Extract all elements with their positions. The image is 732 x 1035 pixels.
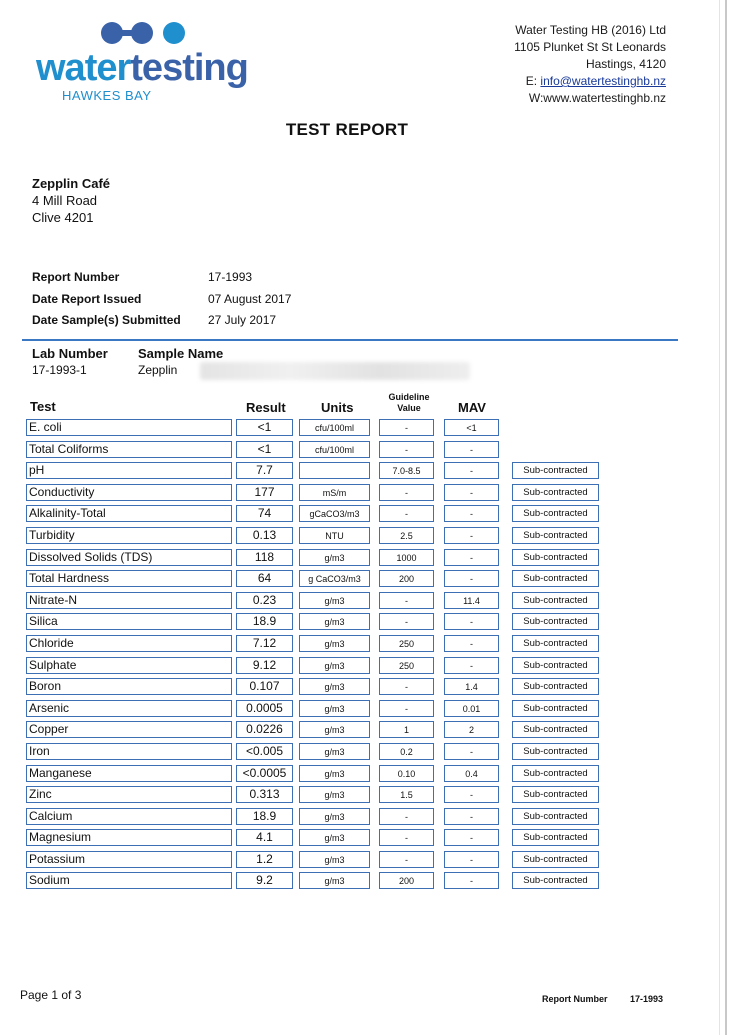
company-logo — [36, 16, 248, 106]
page-edge-inner — [719, 0, 720, 1035]
email-link[interactable]: info@watertestinghb.nz — [540, 74, 666, 88]
cell-units: g/m3 — [299, 872, 370, 889]
cell-guideline: - — [379, 613, 434, 630]
page-number: Page 1 of 3 — [20, 988, 82, 1002]
cell-guideline: - — [379, 851, 434, 868]
cell-note: Sub-contracted — [512, 505, 599, 522]
meta-row — [32, 268, 612, 290]
cell-result: 118 — [236, 549, 293, 566]
table-row — [26, 440, 606, 462]
cell-result: 9.12 — [236, 657, 293, 674]
client-name: Zepplin Café — [32, 176, 111, 191]
table-row — [26, 850, 606, 872]
table-row — [26, 483, 606, 505]
cell-mav: - — [444, 635, 499, 652]
cell-test: Total Hardness — [26, 570, 232, 587]
table-row — [26, 720, 606, 742]
report-meta — [32, 268, 612, 333]
sample-name-label: Sample Name — [138, 346, 224, 361]
cell-note: Sub-contracted — [512, 765, 599, 782]
cell-test: Sodium — [26, 872, 232, 889]
header-units: Units — [321, 400, 354, 415]
logo-drop-link — [119, 30, 135, 36]
header-result: Result — [246, 400, 286, 415]
cell-note: Sub-contracted — [512, 613, 599, 630]
cell-note: Sub-contracted — [512, 786, 599, 803]
cell-test: Boron — [26, 678, 232, 695]
cell-mav: - — [444, 851, 499, 868]
sample-name-value: Zepplin — [138, 363, 178, 377]
logo-subtitle: HAWKES BAY — [62, 88, 152, 103]
cell-result: 0.0005 — [236, 700, 293, 717]
cell-test: Nitrate-N — [26, 592, 232, 609]
table-header — [0, 392, 700, 418]
cell-result: 0.107 — [236, 678, 293, 695]
cell-guideline: 1.5 — [379, 786, 434, 803]
meta-row — [32, 290, 612, 312]
cell-guideline: - — [379, 700, 434, 717]
cell-guideline: - — [379, 505, 434, 522]
page-title: TEST REPORT — [285, 120, 409, 139]
company-address-line2: Hastings, 4120 — [585, 57, 666, 71]
cell-note: Sub-contracted — [512, 635, 599, 652]
cell-guideline: - — [379, 829, 434, 846]
page-edge — [725, 0, 727, 1035]
cell-guideline: 7.0-8.5 — [379, 462, 434, 479]
cell-result: <0.0005 — [236, 765, 293, 782]
cell-guideline: 1000 — [379, 549, 434, 566]
cell-mav: - — [444, 657, 499, 674]
cell-result: 0.13 — [236, 527, 293, 544]
cell-mav: 11.4 — [444, 592, 499, 609]
cell-guideline: - — [379, 419, 434, 436]
logo-word-testing: testing — [130, 47, 248, 89]
cell-units: gCaCO3/m3 — [299, 505, 370, 522]
cell-test: Potassium — [26, 851, 232, 868]
table-row — [26, 828, 606, 850]
logo-drops-icon — [101, 22, 211, 48]
cell-units: g/m3 — [299, 657, 370, 674]
table-row — [26, 569, 606, 591]
cell-test: Alkalinity-Total — [26, 505, 232, 522]
company-details — [514, 22, 666, 107]
meta-label: Date Report Issued — [32, 291, 142, 306]
cell-result: 18.9 — [236, 613, 293, 630]
meta-label: Report Number — [32, 270, 120, 284]
cell-note: Sub-contracted — [512, 570, 599, 587]
cell-note: Sub-contracted — [512, 527, 599, 544]
cell-test: Dissolved Solids (TDS) — [26, 549, 232, 566]
cell-note: Sub-contracted — [512, 829, 599, 846]
logo-wordmark — [36, 48, 248, 88]
cell-test: Manganese — [26, 765, 232, 782]
cell-result: 64 — [236, 570, 293, 587]
cell-note: Sub-contracted — [512, 657, 599, 674]
cell-test: Conductivity — [26, 484, 232, 501]
footer-report-value: 17-1993 — [630, 994, 664, 1004]
cell-result: 18.9 — [236, 808, 293, 825]
cell-mav: - — [444, 743, 499, 760]
cell-result: 0.0226 — [236, 721, 293, 738]
table-row — [26, 785, 606, 807]
cell-test: pH — [26, 462, 232, 479]
cell-note: Sub-contracted — [512, 678, 599, 695]
table-row — [26, 677, 606, 699]
table-row — [26, 526, 606, 548]
cell-test: Arsenic — [26, 700, 232, 717]
cell-mav: - — [444, 570, 499, 587]
cell-mav: - — [444, 808, 499, 825]
cell-mav: - — [444, 505, 499, 522]
cell-units: g/m3 — [299, 678, 370, 695]
cell-mav: - — [444, 462, 499, 479]
cell-units: NTU — [299, 527, 370, 544]
cell-note: Sub-contracted — [512, 743, 599, 760]
cell-note: Sub-contracted — [512, 549, 599, 566]
cell-guideline: 0.2 — [379, 743, 434, 760]
cell-guideline: 0.10 — [379, 765, 434, 782]
table-row — [26, 634, 606, 656]
table-row — [26, 807, 606, 829]
cell-mav: 0.4 — [444, 765, 499, 782]
cell-mav: <1 — [444, 419, 499, 436]
cell-mav: - — [444, 872, 499, 889]
cell-result: 7.7 — [236, 462, 293, 479]
table-row — [26, 461, 606, 483]
company-name: Water Testing HB (2016) Ltd — [515, 23, 666, 37]
cell-note: Sub-contracted — [512, 808, 599, 825]
results-table — [26, 418, 606, 893]
cell-guideline: 250 — [379, 635, 434, 652]
table-row — [26, 418, 606, 440]
cell-test: Chloride — [26, 635, 232, 652]
table-row — [26, 656, 606, 678]
cell-guideline: 200 — [379, 570, 434, 587]
cell-units: cfu/100ml — [299, 419, 370, 436]
cell-test: Magnesium — [26, 829, 232, 846]
meta-row — [32, 311, 612, 333]
cell-mav: 2 — [444, 721, 499, 738]
footer-report-label: Report Number — [542, 994, 608, 1004]
header-mav: MAV — [458, 400, 486, 415]
cell-test: Silica — [26, 613, 232, 630]
table-row — [26, 764, 606, 786]
cell-result: <1 — [236, 441, 293, 458]
cell-mav: - — [444, 613, 499, 630]
cell-units: g/m3 — [299, 592, 370, 609]
cell-test: Copper — [26, 721, 232, 738]
client-street: 4 Mill Road — [32, 193, 98, 208]
cell-units: g/m3 — [299, 851, 370, 868]
table-row — [26, 548, 606, 570]
client-town: Clive 4201 — [32, 210, 94, 225]
footer-report-number — [542, 994, 663, 1004]
cell-mav: - — [444, 786, 499, 803]
cell-note: Sub-contracted — [512, 700, 599, 717]
cell-result: 0.23 — [236, 592, 293, 609]
meta-value: 07 August 2017 — [208, 291, 292, 306]
cell-guideline: 2.5 — [379, 527, 434, 544]
cell-result: 1.2 — [236, 851, 293, 868]
meta-value: 27 July 2017 — [208, 313, 277, 328]
cell-note: Sub-contracted — [512, 851, 599, 868]
company-email-line — [514, 73, 666, 90]
logo-word-water: water — [36, 47, 131, 89]
table-row — [26, 504, 606, 526]
table-row — [26, 871, 606, 893]
cell-guideline: - — [379, 808, 434, 825]
cell-note: Sub-contracted — [512, 872, 599, 889]
meta-value: 17-1993 — [208, 270, 253, 284]
lab-number-label: Lab Number — [32, 346, 108, 361]
cell-mav: - — [444, 441, 499, 458]
header-guideline: Guideline Value — [388, 392, 430, 413]
cell-units: g/m3 — [299, 743, 370, 760]
cell-units: g/m3 — [299, 549, 370, 566]
cell-guideline: - — [379, 441, 434, 458]
cell-guideline: - — [379, 678, 434, 695]
cell-result: 7.12 — [236, 635, 293, 652]
table-row — [26, 612, 606, 634]
client-address — [32, 175, 110, 226]
cell-mav: - — [444, 484, 499, 501]
cell-test: Zinc — [26, 786, 232, 803]
cell-guideline: - — [379, 592, 434, 609]
company-web: W:www.watertestinghb.nz — [528, 91, 666, 105]
cell-test: Total Coliforms — [26, 441, 232, 458]
cell-mav: - — [444, 527, 499, 544]
cell-mav: - — [444, 549, 499, 566]
header-test: Test — [30, 399, 56, 414]
table-row — [26, 742, 606, 764]
cell-guideline: 200 — [379, 872, 434, 889]
cell-note: Sub-contracted — [512, 462, 599, 479]
cell-test: Turbidity — [26, 527, 232, 544]
cell-note: Sub-contracted — [512, 592, 599, 609]
cell-test: Sulphate — [26, 657, 232, 674]
company-address-line1: 1105 Plunket St St Leonards — [514, 40, 666, 54]
logo-drop-icon — [163, 22, 185, 44]
cell-test: E. coli — [26, 419, 232, 436]
table-row — [26, 699, 606, 721]
section-divider — [22, 339, 678, 341]
cell-units: g/m3 — [299, 786, 370, 803]
cell-note: Sub-contracted — [512, 721, 599, 738]
cell-units: cfu/100ml — [299, 441, 370, 458]
cell-units: g/m3 — [299, 721, 370, 738]
cell-guideline: - — [379, 484, 434, 501]
cell-mav: - — [444, 829, 499, 846]
cell-result: 177 — [236, 484, 293, 501]
cell-result: 74 — [236, 505, 293, 522]
cell-units: g/m3 — [299, 808, 370, 825]
cell-result: <0.005 — [236, 743, 293, 760]
cell-units: g/m3 — [299, 765, 370, 782]
cell-result: <1 — [236, 419, 293, 436]
table-row — [26, 591, 606, 613]
cell-test: Iron — [26, 743, 232, 760]
redacted-area — [200, 362, 470, 380]
cell-units: g/m3 — [299, 635, 370, 652]
cell-units: g CaCO3/m3 — [299, 570, 370, 587]
cell-test: Calcium — [26, 808, 232, 825]
lab-number-value: 17-1993-1 — [32, 363, 87, 377]
cell-result: 4.1 — [236, 829, 293, 846]
cell-units: g/m3 — [299, 700, 370, 717]
email-prefix: E: — [525, 74, 541, 88]
cell-result: 9.2 — [236, 872, 293, 889]
cell-units: mS/m — [299, 484, 370, 501]
cell-guideline: 1 — [379, 721, 434, 738]
cell-mav: 0.01 — [444, 700, 499, 717]
cell-mav: 1.4 — [444, 678, 499, 695]
cell-note: Sub-contracted — [512, 484, 599, 501]
meta-label: Date Sample(s) Submitted — [32, 313, 181, 328]
cell-units — [299, 462, 370, 479]
cell-units: g/m3 — [299, 613, 370, 630]
cell-guideline: 250 — [379, 657, 434, 674]
cell-result: 0.313 — [236, 786, 293, 803]
cell-units: g/m3 — [299, 829, 370, 846]
